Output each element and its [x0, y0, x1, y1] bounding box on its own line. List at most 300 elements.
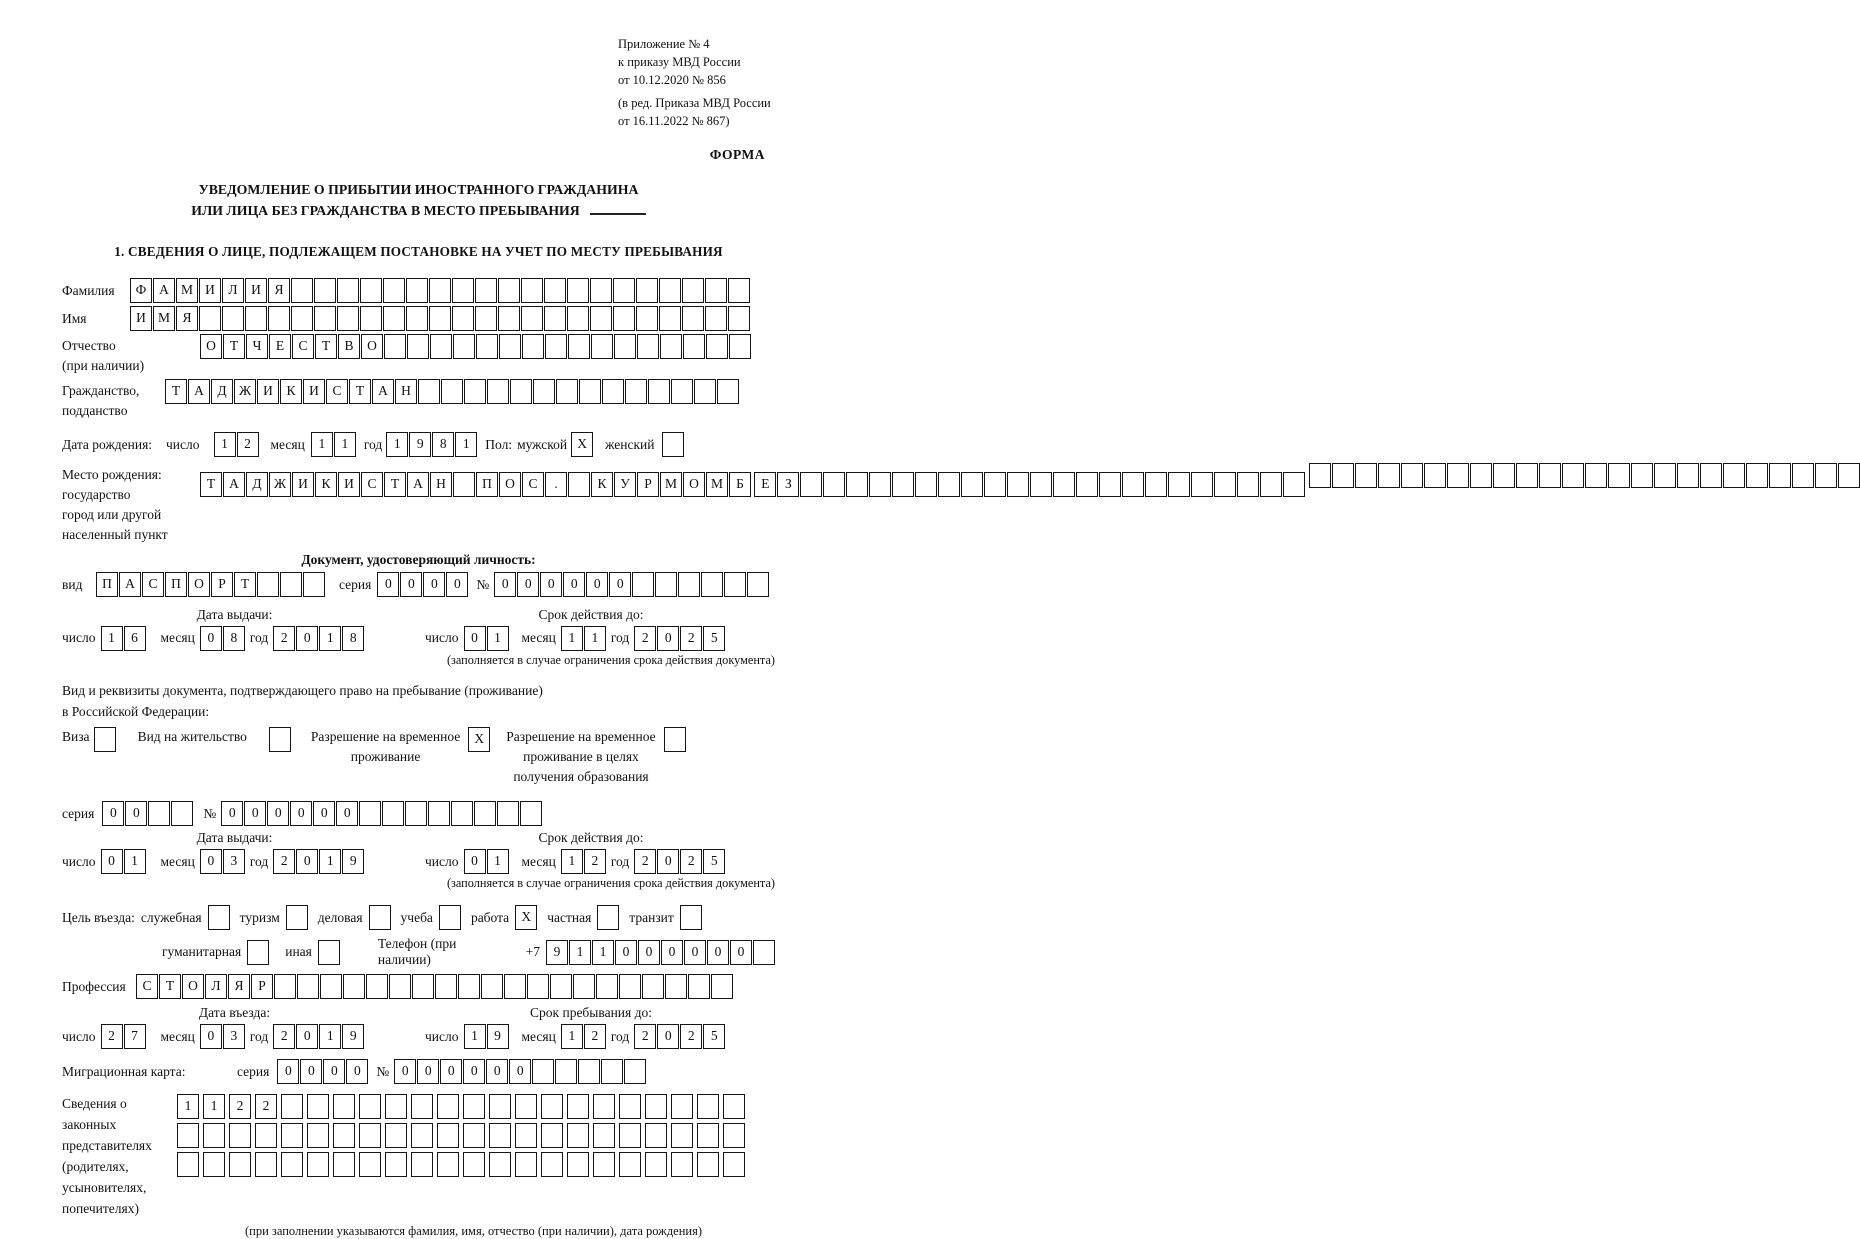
char-cell[interactable] — [406, 306, 428, 331]
char-cell[interactable] — [489, 1123, 511, 1148]
char-cell[interactable]: Н — [430, 472, 452, 497]
char-cell[interactable]: 0 — [440, 1059, 462, 1084]
char-cell[interactable] — [429, 306, 451, 331]
char-cell[interactable] — [632, 572, 654, 597]
char-cell[interactable]: Р — [211, 572, 233, 597]
char-cell[interactable] — [1053, 472, 1075, 497]
char-cell[interactable]: 0 — [221, 801, 243, 826]
char-cell[interactable] — [567, 1152, 589, 1177]
purpose-other-checkbox[interactable] — [318, 940, 340, 965]
char-cell[interactable] — [389, 974, 411, 999]
char-cell[interactable] — [869, 472, 891, 497]
char-cell[interactable] — [268, 306, 290, 331]
char-cell[interactable]: 2 — [273, 626, 295, 651]
char-cell[interactable] — [614, 334, 636, 359]
char-cell[interactable] — [291, 278, 313, 303]
char-cell[interactable] — [203, 1123, 225, 1148]
char-cell[interactable] — [437, 1123, 459, 1148]
char-cell[interactable]: 2 — [584, 849, 606, 874]
char-cell[interactable]: 2 — [634, 1024, 656, 1049]
char-cell[interactable] — [1608, 463, 1630, 488]
char-cell[interactable] — [701, 572, 723, 597]
char-cell[interactable]: 1 — [101, 626, 123, 651]
char-cell[interactable] — [489, 1152, 511, 1177]
char-cell[interactable] — [593, 1123, 615, 1148]
char-cell[interactable] — [487, 379, 509, 404]
char-cell[interactable]: 0 — [336, 801, 358, 826]
char-cell[interactable]: А — [119, 572, 141, 597]
char-cell[interactable] — [515, 1152, 537, 1177]
char-cell[interactable] — [915, 472, 937, 497]
char-cell[interactable] — [671, 379, 693, 404]
char-cell[interactable] — [385, 1123, 407, 1148]
char-cell[interactable] — [984, 472, 1006, 497]
char-cell[interactable]: Н — [395, 379, 417, 404]
char-cell[interactable]: 1 — [455, 432, 477, 457]
char-cell[interactable]: С — [361, 472, 383, 497]
char-cell[interactable] — [624, 1059, 646, 1084]
char-cell[interactable]: А — [153, 278, 175, 303]
char-cell[interactable] — [545, 334, 567, 359]
char-cell[interactable] — [463, 1152, 485, 1177]
char-cell[interactable] — [717, 379, 739, 404]
char-cell[interactable] — [555, 1059, 577, 1084]
char-cell[interactable] — [1191, 472, 1213, 497]
char-cell[interactable] — [637, 334, 659, 359]
char-cell[interactable]: 0 — [563, 572, 585, 597]
char-cell[interactable]: 2 — [273, 1024, 295, 1049]
char-cell[interactable]: О — [182, 974, 204, 999]
char-cell[interactable] — [1585, 463, 1607, 488]
char-cell[interactable] — [694, 379, 716, 404]
char-cell[interactable]: 2 — [237, 432, 259, 457]
char-cell[interactable] — [411, 1123, 433, 1148]
char-cell[interactable] — [1076, 472, 1098, 497]
char-cell[interactable]: Е — [754, 472, 776, 497]
char-cell[interactable]: А — [407, 472, 429, 497]
char-cell[interactable]: 0 — [394, 1059, 416, 1084]
char-cell[interactable] — [642, 974, 664, 999]
char-cell[interactable]: 1 — [214, 432, 236, 457]
char-cell[interactable] — [222, 306, 244, 331]
char-cell[interactable] — [671, 1152, 693, 1177]
char-cell[interactable] — [274, 974, 296, 999]
char-cell[interactable] — [655, 572, 677, 597]
char-cell[interactable] — [636, 306, 658, 331]
char-cell[interactable]: И — [303, 379, 325, 404]
char-cell[interactable]: 0 — [657, 626, 679, 651]
char-cell[interactable] — [1237, 472, 1259, 497]
char-cell[interactable] — [382, 801, 404, 826]
char-cell[interactable]: 0 — [609, 572, 631, 597]
char-cell[interactable] — [1815, 463, 1837, 488]
char-cell[interactable] — [697, 1152, 719, 1177]
char-cell[interactable]: 0 — [102, 801, 124, 826]
char-cell[interactable] — [337, 306, 359, 331]
char-cell[interactable]: 1 — [124, 849, 146, 874]
char-cell[interactable] — [1792, 463, 1814, 488]
char-cell[interactable] — [579, 379, 601, 404]
char-cell[interactable]: 0 — [323, 1059, 345, 1084]
char-cell[interactable]: 2 — [634, 626, 656, 651]
char-cell[interactable] — [697, 1123, 719, 1148]
char-cell[interactable]: И — [292, 472, 314, 497]
char-cell[interactable]: О — [683, 472, 705, 497]
char-cell[interactable]: 8 — [223, 626, 245, 651]
char-cell[interactable] — [556, 379, 578, 404]
char-cell[interactable]: 1 — [203, 1094, 225, 1119]
char-cell[interactable] — [593, 1152, 615, 1177]
char-cell[interactable]: Т — [349, 379, 371, 404]
char-cell[interactable] — [568, 334, 590, 359]
char-cell[interactable]: 0 — [417, 1059, 439, 1084]
char-cell[interactable]: 0 — [657, 849, 679, 874]
char-cell[interactable] — [320, 974, 342, 999]
char-cell[interactable] — [148, 801, 170, 826]
char-cell[interactable] — [171, 801, 193, 826]
char-cell[interactable] — [645, 1123, 667, 1148]
char-cell[interactable]: 9 — [546, 940, 568, 965]
char-cell[interactable]: 0 — [517, 572, 539, 597]
char-cell[interactable] — [515, 1094, 537, 1119]
char-cell[interactable]: Я — [176, 306, 198, 331]
char-cell[interactable] — [405, 801, 427, 826]
char-cell[interactable]: М — [153, 306, 175, 331]
char-cell[interactable] — [333, 1152, 355, 1177]
char-cell[interactable]: С — [326, 379, 348, 404]
char-cell[interactable]: У — [614, 472, 636, 497]
char-cell[interactable]: 7 — [124, 1024, 146, 1049]
char-cell[interactable] — [645, 1094, 667, 1119]
char-cell[interactable]: 8 — [342, 626, 364, 651]
char-cell[interactable] — [497, 801, 519, 826]
char-cell[interactable] — [229, 1152, 251, 1177]
char-cell[interactable] — [544, 278, 566, 303]
char-cell[interactable] — [385, 1094, 407, 1119]
char-cell[interactable] — [532, 1059, 554, 1084]
char-cell[interactable] — [846, 472, 868, 497]
char-cell[interactable] — [601, 1059, 623, 1084]
char-cell[interactable]: С — [136, 974, 158, 999]
char-cell[interactable] — [245, 306, 267, 331]
char-cell[interactable]: 0 — [464, 626, 486, 651]
char-cell[interactable]: О — [200, 334, 222, 359]
char-cell[interactable] — [567, 306, 589, 331]
char-cell[interactable] — [437, 1152, 459, 1177]
char-cell[interactable] — [1700, 463, 1722, 488]
char-cell[interactable] — [613, 278, 635, 303]
char-cell[interactable]: 1 — [487, 849, 509, 874]
char-cell[interactable] — [522, 334, 544, 359]
char-cell[interactable]: 0 — [244, 801, 266, 826]
char-cell[interactable] — [255, 1123, 277, 1148]
char-cell[interactable]: 0 — [267, 801, 289, 826]
char-cell[interactable] — [333, 1123, 355, 1148]
char-cell[interactable]: 9 — [342, 849, 364, 874]
char-cell[interactable]: 0 — [615, 940, 637, 965]
char-cell[interactable] — [407, 334, 429, 359]
char-cell[interactable] — [747, 572, 769, 597]
char-cell[interactable] — [366, 974, 388, 999]
char-cell[interactable] — [463, 1094, 485, 1119]
char-cell[interactable] — [567, 1123, 589, 1148]
char-cell[interactable] — [533, 379, 555, 404]
char-cell[interactable]: Ф — [130, 278, 152, 303]
char-cell[interactable] — [489, 1094, 511, 1119]
char-cell[interactable] — [619, 974, 641, 999]
char-cell[interactable]: 6 — [124, 626, 146, 651]
char-cell[interactable] — [476, 334, 498, 359]
char-cell[interactable] — [728, 306, 750, 331]
char-cell[interactable]: Ч — [246, 334, 268, 359]
char-cell[interactable] — [1401, 463, 1423, 488]
char-cell[interactable]: 0 — [296, 1024, 318, 1049]
char-cell[interactable]: 0 — [377, 572, 399, 597]
char-cell[interactable]: М — [706, 472, 728, 497]
char-cell[interactable]: О — [188, 572, 210, 597]
char-cell[interactable] — [280, 572, 302, 597]
char-cell[interactable] — [682, 278, 704, 303]
char-cell[interactable]: З — [777, 472, 799, 497]
char-cell[interactable] — [1332, 463, 1354, 488]
char-cell[interactable]: 1 — [177, 1094, 199, 1119]
purpose-humanitarian-checkbox[interactable] — [247, 940, 269, 965]
visa-checkbox[interactable] — [94, 727, 116, 752]
char-cell[interactable] — [625, 379, 647, 404]
char-cell[interactable] — [385, 1152, 407, 1177]
char-cell[interactable] — [706, 334, 728, 359]
char-cell[interactable] — [724, 572, 746, 597]
char-cell[interactable] — [281, 1123, 303, 1148]
char-cell[interactable] — [411, 1094, 433, 1119]
char-cell[interactable] — [451, 801, 473, 826]
char-cell[interactable] — [475, 278, 497, 303]
char-cell[interactable]: И — [338, 472, 360, 497]
sex-male-checkbox[interactable]: X — [571, 432, 593, 457]
char-cell[interactable] — [360, 306, 382, 331]
char-cell[interactable] — [429, 278, 451, 303]
char-cell[interactable]: К — [315, 472, 337, 497]
char-cell[interactable]: Т — [315, 334, 337, 359]
char-cell[interactable] — [688, 974, 710, 999]
char-cell[interactable] — [1355, 463, 1377, 488]
char-cell[interactable] — [527, 974, 549, 999]
char-cell[interactable]: О — [499, 472, 521, 497]
char-cell[interactable]: 2 — [634, 849, 656, 874]
char-cell[interactable]: 2 — [255, 1094, 277, 1119]
char-cell[interactable]: 3 — [223, 1024, 245, 1049]
char-cell[interactable] — [521, 306, 543, 331]
char-cell[interactable]: 1 — [334, 432, 356, 457]
purpose-official-checkbox[interactable] — [208, 905, 230, 930]
char-cell[interactable] — [453, 472, 475, 497]
char-cell[interactable]: 2 — [680, 1024, 702, 1049]
char-cell[interactable] — [1260, 472, 1282, 497]
char-cell[interactable] — [1769, 463, 1791, 488]
char-cell[interactable]: 0 — [200, 626, 222, 651]
char-cell[interactable] — [1516, 463, 1538, 488]
char-cell[interactable] — [314, 278, 336, 303]
char-cell[interactable] — [475, 306, 497, 331]
char-cell[interactable]: К — [280, 379, 302, 404]
char-cell[interactable]: 1 — [319, 1024, 341, 1049]
purpose-study-checkbox[interactable] — [439, 905, 461, 930]
char-cell[interactable]: Е — [269, 334, 291, 359]
char-cell[interactable]: 5 — [703, 849, 725, 874]
char-cell[interactable] — [1562, 463, 1584, 488]
char-cell[interactable]: 2 — [229, 1094, 251, 1119]
char-cell[interactable] — [383, 278, 405, 303]
char-cell[interactable]: 0 — [509, 1059, 531, 1084]
char-cell[interactable] — [1424, 463, 1446, 488]
char-cell[interactable] — [333, 1094, 355, 1119]
char-cell[interactable]: И — [199, 278, 221, 303]
char-cell[interactable]: Р — [251, 974, 273, 999]
char-cell[interactable] — [1145, 472, 1167, 497]
char-cell[interactable] — [541, 1094, 563, 1119]
char-cell[interactable] — [541, 1152, 563, 1177]
char-cell[interactable]: В — [338, 334, 360, 359]
char-cell[interactable] — [729, 334, 751, 359]
char-cell[interactable] — [464, 379, 486, 404]
char-cell[interactable] — [384, 334, 406, 359]
char-cell[interactable] — [1099, 472, 1121, 497]
char-cell[interactable] — [550, 974, 572, 999]
char-cell[interactable] — [578, 1059, 600, 1084]
char-cell[interactable] — [359, 801, 381, 826]
char-cell[interactable]: 1 — [487, 626, 509, 651]
char-cell[interactable]: 0 — [540, 572, 562, 597]
char-cell[interactable] — [1378, 463, 1400, 488]
char-cell[interactable]: 0 — [638, 940, 660, 965]
temp-residence-education-checkbox[interactable] — [664, 727, 686, 752]
char-cell[interactable] — [1309, 463, 1331, 488]
char-cell[interactable]: 9 — [409, 432, 431, 457]
char-cell[interactable]: 9 — [342, 1024, 364, 1049]
char-cell[interactable]: А — [188, 379, 210, 404]
char-cell[interactable] — [1746, 463, 1768, 488]
char-cell[interactable]: 0 — [661, 940, 683, 965]
char-cell[interactable] — [1677, 463, 1699, 488]
char-cell[interactable] — [474, 801, 496, 826]
char-cell[interactable] — [683, 334, 705, 359]
char-cell[interactable]: 1 — [319, 849, 341, 874]
char-cell[interactable]: А — [223, 472, 245, 497]
char-cell[interactable] — [411, 1152, 433, 1177]
char-cell[interactable]: Р — [637, 472, 659, 497]
char-cell[interactable] — [636, 278, 658, 303]
char-cell[interactable] — [728, 278, 750, 303]
char-cell[interactable] — [892, 472, 914, 497]
char-cell[interactable] — [360, 278, 382, 303]
char-cell[interactable] — [705, 278, 727, 303]
char-cell[interactable] — [435, 974, 457, 999]
char-cell[interactable]: 2 — [101, 1024, 123, 1049]
char-cell[interactable] — [1030, 472, 1052, 497]
char-cell[interactable]: 0 — [494, 572, 516, 597]
char-cell[interactable] — [406, 278, 428, 303]
char-cell[interactable] — [430, 334, 452, 359]
char-cell[interactable] — [441, 379, 463, 404]
char-cell[interactable] — [229, 1123, 251, 1148]
char-cell[interactable]: 2 — [680, 626, 702, 651]
char-cell[interactable]: О — [361, 334, 383, 359]
char-cell[interactable] — [314, 306, 336, 331]
char-cell[interactable]: 0 — [313, 801, 335, 826]
char-cell[interactable] — [711, 974, 733, 999]
char-cell[interactable] — [515, 1123, 537, 1148]
char-cell[interactable] — [590, 278, 612, 303]
char-cell[interactable] — [723, 1094, 745, 1119]
char-cell[interactable] — [203, 1152, 225, 1177]
char-cell[interactable] — [1447, 463, 1469, 488]
char-cell[interactable] — [281, 1094, 303, 1119]
char-cell[interactable] — [665, 974, 687, 999]
char-cell[interactable] — [1539, 463, 1561, 488]
char-cell[interactable] — [521, 278, 543, 303]
char-cell[interactable]: Т — [200, 472, 222, 497]
temp-residence-checkbox[interactable]: X — [468, 727, 490, 752]
char-cell[interactable] — [567, 1094, 589, 1119]
char-cell[interactable] — [307, 1152, 329, 1177]
char-cell[interactable]: 1 — [311, 432, 333, 457]
purpose-transit-checkbox[interactable] — [680, 905, 702, 930]
char-cell[interactable]: 0 — [423, 572, 445, 597]
char-cell[interactable] — [568, 472, 590, 497]
char-cell[interactable] — [257, 572, 279, 597]
char-cell[interactable]: 1 — [386, 432, 408, 457]
char-cell[interactable]: И — [245, 278, 267, 303]
char-cell[interactable]: А — [372, 379, 394, 404]
char-cell[interactable] — [418, 379, 440, 404]
char-cell[interactable]: К — [591, 472, 613, 497]
purpose-business-checkbox[interactable] — [369, 905, 391, 930]
char-cell[interactable]: 0 — [200, 1024, 222, 1049]
char-cell[interactable]: Т — [384, 472, 406, 497]
char-cell[interactable] — [1493, 463, 1515, 488]
char-cell[interactable]: 3 — [223, 849, 245, 874]
char-cell[interactable] — [1470, 463, 1492, 488]
char-cell[interactable] — [303, 572, 325, 597]
char-cell[interactable]: 1 — [569, 940, 591, 965]
char-cell[interactable] — [659, 278, 681, 303]
char-cell[interactable] — [938, 472, 960, 497]
char-cell[interactable] — [682, 306, 704, 331]
char-cell[interactable]: 0 — [101, 849, 123, 874]
char-cell[interactable] — [800, 472, 822, 497]
char-cell[interactable]: 1 — [584, 626, 606, 651]
char-cell[interactable] — [593, 1094, 615, 1119]
char-cell[interactable] — [1122, 472, 1144, 497]
char-cell[interactable]: М — [660, 472, 682, 497]
char-cell[interactable] — [510, 379, 532, 404]
char-cell[interactable] — [281, 1152, 303, 1177]
char-cell[interactable]: Л — [222, 278, 244, 303]
char-cell[interactable]: 0 — [296, 849, 318, 874]
char-cell[interactable] — [648, 379, 670, 404]
char-cell[interactable]: И — [130, 306, 152, 331]
char-cell[interactable] — [961, 472, 983, 497]
char-cell[interactable]: 2 — [680, 849, 702, 874]
char-cell[interactable]: П — [476, 472, 498, 497]
char-cell[interactable]: Т — [223, 334, 245, 359]
char-cell[interactable] — [307, 1123, 329, 1148]
char-cell[interactable] — [452, 306, 474, 331]
char-cell[interactable] — [177, 1152, 199, 1177]
char-cell[interactable]: . — [545, 472, 567, 497]
char-cell[interactable] — [591, 334, 613, 359]
sex-female-checkbox[interactable] — [662, 432, 684, 457]
